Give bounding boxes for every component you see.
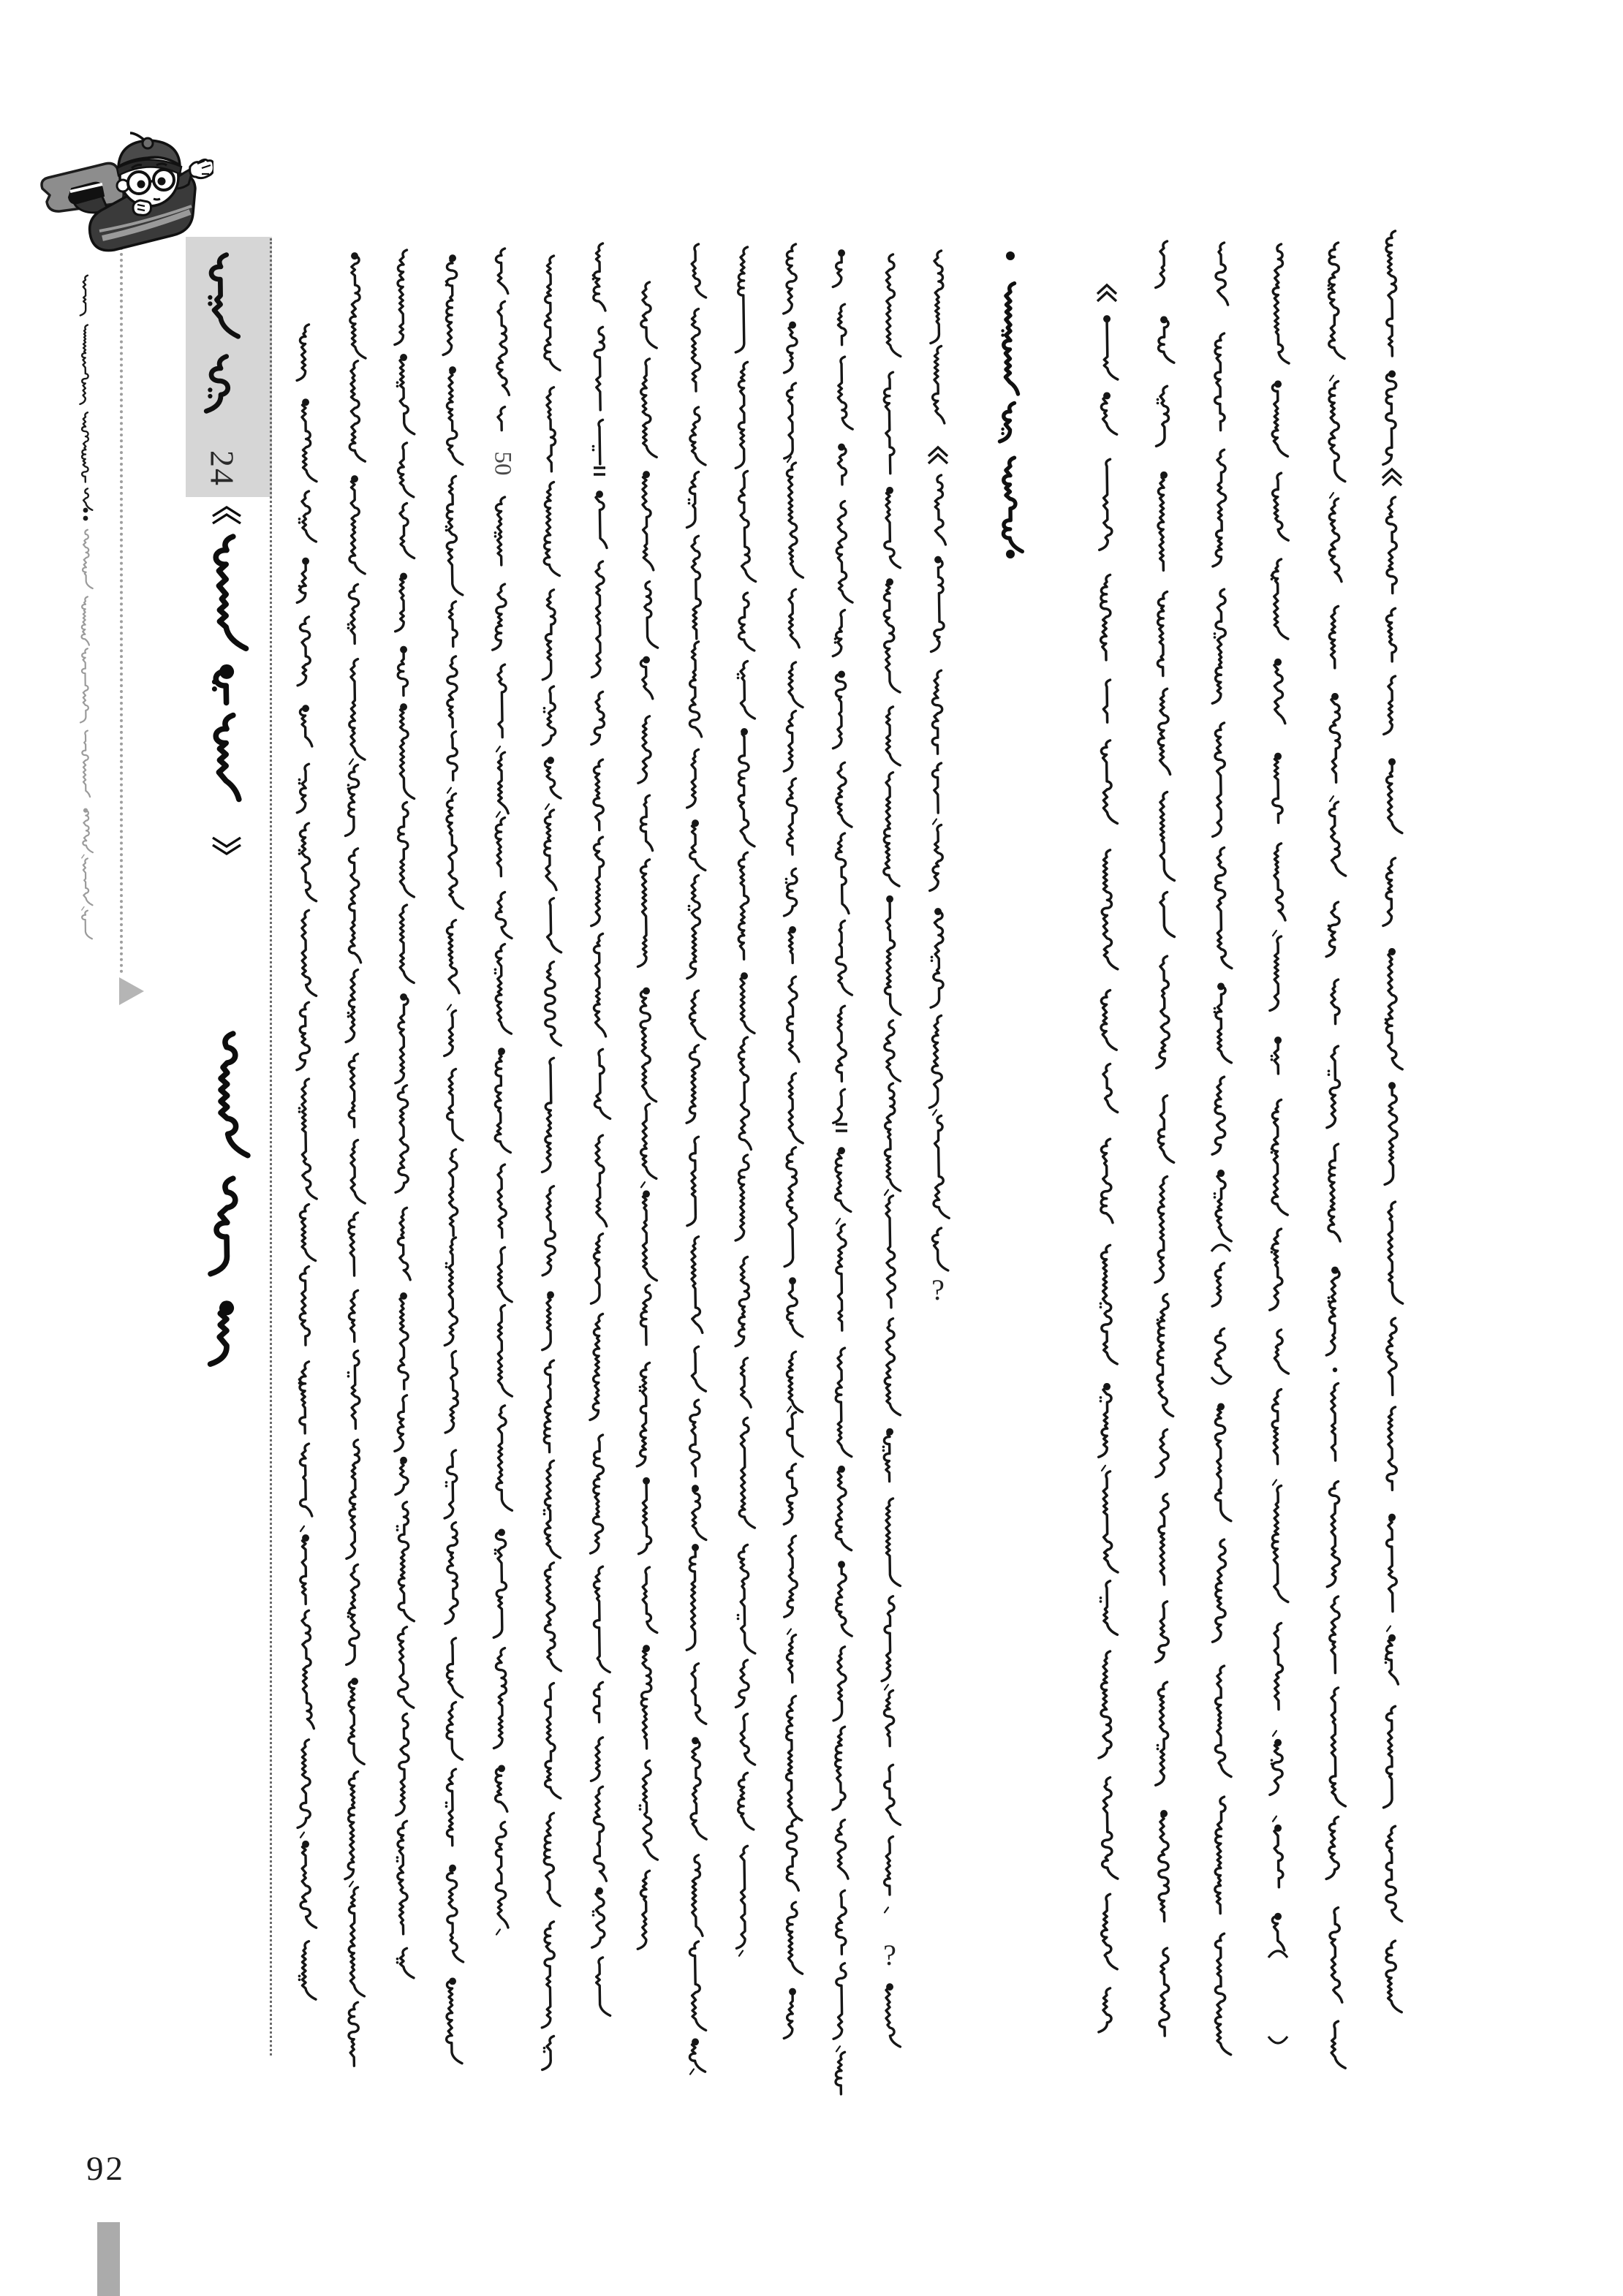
svg-text:?: ?	[931, 1273, 945, 1306]
page-number: 92	[86, 2150, 125, 2188]
main-text	[297, 243, 949, 2094]
margin-note-text	[80, 530, 93, 939]
vocab-text	[1097, 231, 1403, 2068]
banner-title	[206, 255, 238, 412]
lesson-title	[211, 507, 248, 1364]
section-heading	[1000, 251, 1023, 558]
inline-page-reference-number: 50	[489, 451, 516, 476]
svg-text:?: ?	[883, 1939, 896, 1971]
lesson-number: 24	[203, 450, 241, 487]
margin-note-label	[80, 276, 92, 521]
